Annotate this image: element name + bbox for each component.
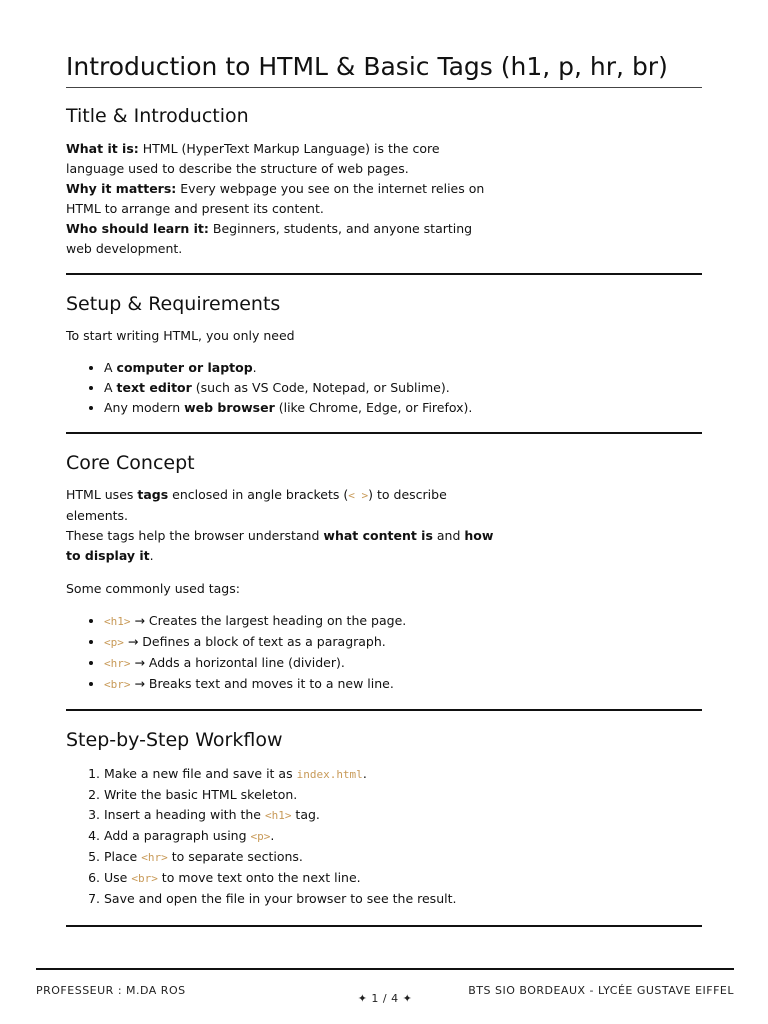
text: Write the basic HTML skeleton.: [104, 787, 298, 802]
list-item: [104, 826, 702, 847]
why-label: Why it matters:: [66, 181, 177, 196]
requirements-list: [66, 358, 702, 418]
what-text: HTML (HyperText Markup Language) is the core language used to describe the structure of web pages.: [66, 141, 440, 176]
text: These tags help the browser understand: [66, 528, 324, 543]
item-text: (like Chrome, Edge, or Firefox).: [274, 400, 473, 415]
inline-code: <p>: [250, 830, 271, 843]
item-text: (such as VS Code, Notepad, or Sublime).: [191, 380, 450, 395]
bold-text: tags: [137, 487, 169, 502]
tags-list: [66, 611, 702, 695]
list-item: [104, 847, 702, 868]
text: tag.: [291, 807, 320, 822]
list-item: [104, 764, 702, 785]
text: to move text onto the next line.: [157, 870, 361, 885]
bold-text: how to display it: [66, 528, 494, 563]
text: Use: [104, 870, 132, 885]
item-text: → Creates the largest heading on the page.: [130, 613, 407, 628]
item-text: .: [252, 360, 257, 375]
list-item: [104, 378, 702, 398]
inline-code: <h1>: [264, 809, 292, 822]
list-item: [104, 868, 702, 889]
core-paragraph-1: [66, 485, 501, 526]
text: ) to describe elements.: [66, 487, 447, 523]
section-heading: Title & Introduction: [66, 105, 249, 127]
list-item: [104, 653, 702, 674]
workflow-steps-list: [66, 764, 702, 909]
text: and: [432, 528, 465, 543]
section-core-concept: [66, 451, 702, 711]
inline-code: index.html: [296, 768, 363, 781]
inline-code: < >: [348, 489, 369, 502]
why-it-matters-paragraph: [66, 179, 501, 219]
list-item: [104, 358, 702, 378]
list-item: [104, 632, 702, 653]
inline-code: <hr>: [141, 851, 168, 864]
item-text: A: [104, 360, 117, 375]
text: enclosed in angle brackets (: [168, 487, 349, 502]
section-setup: [66, 292, 702, 434]
item-text: A: [104, 380, 117, 395]
what-it-is-paragraph: [66, 139, 501, 179]
item-text: → Breaks text and moves it to a new line.: [130, 676, 394, 691]
inline-code: <br>: [104, 678, 131, 691]
section-heading: Core Concept: [66, 452, 195, 474]
list-item: [104, 398, 702, 418]
inline-code: <h1>: [104, 615, 131, 628]
text: Place: [104, 849, 142, 864]
text: .: [362, 766, 367, 781]
inline-code: <p>: [104, 636, 124, 649]
text: Make a new file and save it as: [104, 766, 297, 781]
section-workflow: [66, 728, 702, 927]
core-body: [66, 485, 501, 566]
page-number: ✦ 1 / 4 ✦: [357, 992, 413, 1005]
inline-code: <br>: [131, 872, 158, 885]
section-heading: Step-by-Step Workflow: [66, 729, 283, 751]
bold-text: what content is: [323, 528, 433, 543]
text: Save and open the file in your browser to see the result.: [104, 891, 457, 906]
list-item: [104, 889, 702, 909]
item-bold: text editor: [116, 380, 192, 395]
text: .: [270, 828, 275, 843]
page-footer: [36, 968, 734, 1010]
list-item: [104, 785, 702, 805]
text: Add a paragraph using: [104, 828, 251, 843]
section-introduction: [66, 104, 702, 275]
inline-code: <hr>: [104, 657, 131, 670]
list-item: [104, 611, 702, 632]
item-bold: web browser: [184, 400, 275, 415]
list-item: [104, 805, 702, 826]
what-label: What it is:: [66, 141, 139, 156]
footer-school: BTS SIO BORDEAUX - LYCÉE GUSTAVE EIFFEL: [468, 984, 734, 997]
footer-teacher: PROFESSEUR : M.DA ROS: [36, 984, 186, 997]
section-heading: Setup & Requirements: [66, 293, 281, 315]
text: HTML uses: [66, 487, 138, 502]
document-page: [66, 0, 702, 927]
who-label: Who should learn it:: [66, 221, 209, 236]
intro-body: [66, 139, 501, 259]
page-title: Introduction to HTML & Basic Tags (h1, p, hr, br): [66, 0, 702, 88]
why-text: Every webpage you see on the internet relies on HTML to arrange and present its content.: [66, 181, 485, 216]
item-text: → Defines a block of text as a paragraph.: [123, 634, 386, 649]
text: .: [149, 548, 154, 563]
item-text: Any modern: [104, 400, 185, 415]
who-should-learn-paragraph: [66, 219, 501, 259]
item-text: → Adds a horizontal line (divider).: [130, 655, 345, 670]
tags-lead: Some commonly used tags:: [66, 581, 240, 596]
who-text: Beginners, students, and anyone starting web development.: [66, 221, 473, 256]
item-bold: computer or laptop: [116, 360, 253, 375]
setup-lead: To start writing HTML, you only need: [66, 328, 295, 343]
text: Insert a heading with the: [104, 807, 265, 822]
list-item: [104, 674, 702, 695]
text: to separate sections.: [167, 849, 303, 864]
core-paragraph-2: [66, 526, 501, 566]
